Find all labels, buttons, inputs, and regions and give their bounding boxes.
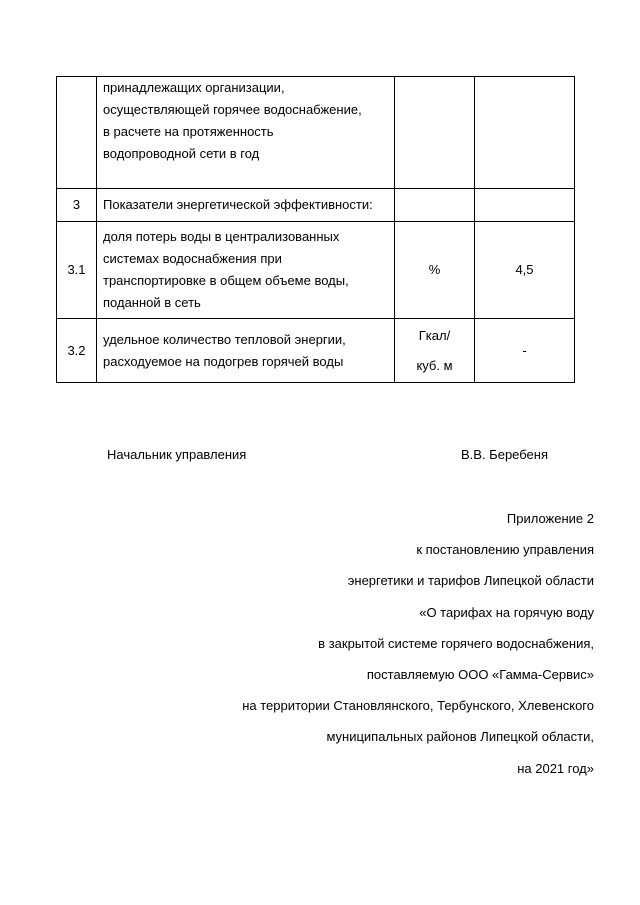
appendix-line: на территории Становлянского, Тербунского, Хлевенского: [242, 698, 594, 714]
row-value: [475, 77, 575, 189]
table-row: [57, 319, 575, 383]
appendix-line: муниципальных районов Липецкой области,: [326, 729, 594, 745]
table-row: [57, 77, 575, 189]
signature-block: [0, 447, 640, 469]
row-name-line: доля потерь воды в централизованных: [103, 229, 340, 244]
row-name: [97, 222, 395, 319]
row-unit-line: куб. м: [416, 357, 453, 373]
row-name-line: принадлежащих организации,: [103, 80, 285, 95]
row-value: [475, 189, 575, 222]
row-name-line: в расчете на протяженность: [103, 124, 274, 139]
appendix-line: поставляемую ООО «Гамма-Сервис»: [366, 666, 594, 682]
row-value: -: [475, 319, 575, 383]
appendix-heading: [242, 508, 594, 789]
row-number: 3.2: [57, 319, 97, 383]
row-unit: [395, 189, 475, 222]
row-name: [97, 189, 395, 222]
appendix-line: к постановлению управления: [416, 542, 594, 558]
appendix-line: в закрытой системе горячего водоснабжения,: [318, 635, 594, 651]
appendix-line: Приложение 2: [506, 511, 594, 526]
row-number: 3: [57, 189, 97, 222]
row-name-line: удельное количество тепловой энергии,: [103, 331, 346, 347]
row-name-line: Показатели энергетической эффективности:: [103, 197, 373, 212]
row-name: [97, 319, 395, 383]
row-unit: [395, 319, 475, 383]
row-name-line: водопроводной сети в год: [103, 146, 260, 161]
row-name-line: поданной в сеть: [103, 295, 201, 310]
row-unit: [395, 77, 475, 189]
row-value: 4,5: [475, 222, 575, 319]
row-name-line: расходуемое на подогрев горячей воды: [103, 353, 344, 369]
appendix-line: на 2021 год»: [517, 760, 594, 776]
appendix-line: «О тарифах на горячую воду: [419, 604, 594, 620]
table-row: [57, 222, 575, 319]
row-unit-line: Гкал/: [418, 327, 451, 343]
appendix-line: энергетики и тарифов Липецкой области: [347, 573, 594, 589]
row-name: [97, 77, 395, 189]
row-name-line: транспортировке в общем объеме воды,: [103, 273, 349, 288]
row-unit: %: [395, 222, 475, 319]
indicators-table: [56, 76, 575, 383]
table-row: [57, 189, 575, 222]
signatory-role: Начальник управления: [107, 447, 247, 462]
row-number: [57, 77, 97, 189]
signatory-name: В.В. Беребеня: [461, 447, 549, 462]
row-name-line: системах водоснабжения при: [103, 251, 282, 266]
row-name-line: осуществляющей горячее водоснабжение,: [103, 102, 362, 117]
row-number: 3.1: [57, 222, 97, 319]
